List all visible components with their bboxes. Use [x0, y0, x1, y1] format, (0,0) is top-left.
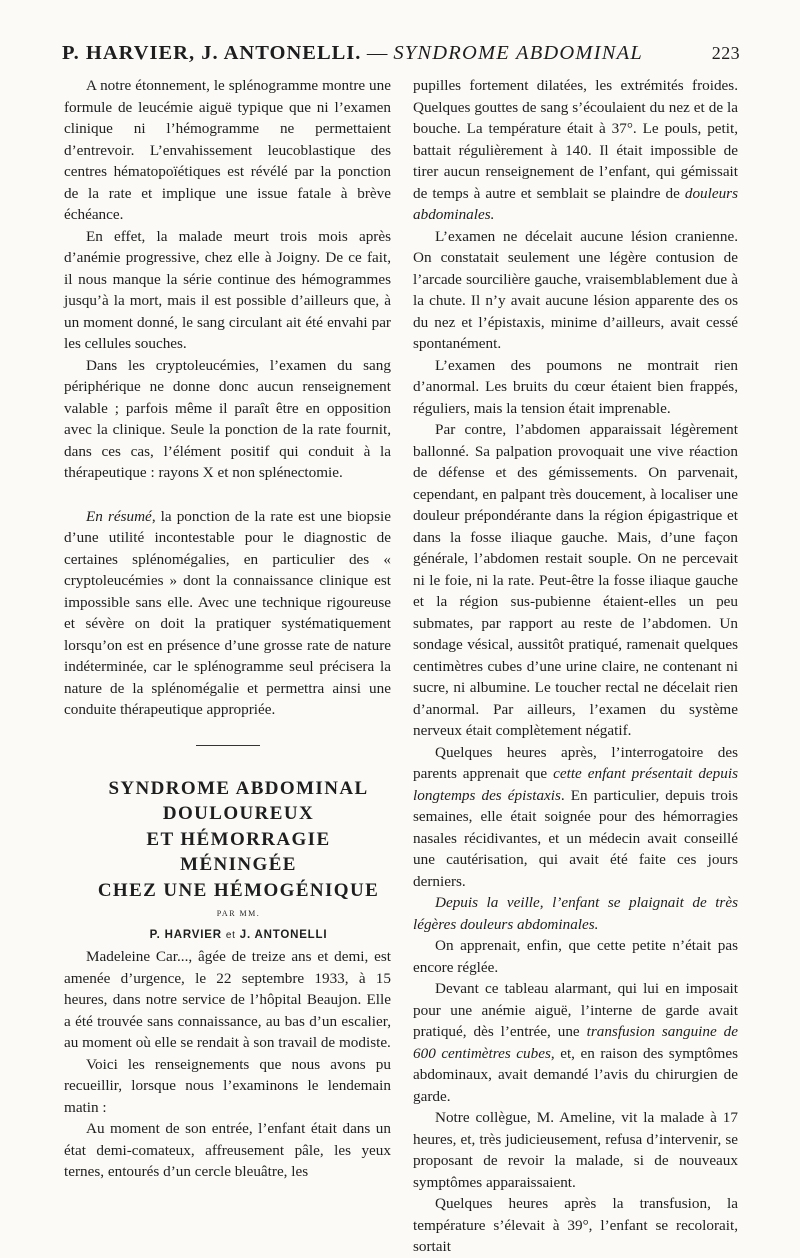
- header-dash: —: [366, 42, 388, 64]
- section-divider: [196, 745, 260, 746]
- paragraph: On apprenait, enfin, que cette petite n’était pas encore réglée.: [413, 937, 738, 976]
- text-run: , et, en raison des symptômes abdominaux, avait demandé l’avis du chirurgien de garde.: [413, 1044, 738, 1105]
- paragraph: [413, 892, 738, 935]
- header-title: SYNDROME ABDOMINAL: [393, 42, 643, 64]
- left-column: [64, 75, 391, 1183]
- paragraph: Dans les cryptoleucémies, l’examen du sang périphérique ne donne donc aucun renseignement valable ; parfois même il paraît être en opposition avec la clinique. Seule la ponction de la rate fournit, dans ces cas, l’élément positif qui conduit à la thérapeutique : rayons X et non splénectomie.: [64, 356, 391, 481]
- article-title-line: DOULOUREUX: [162, 803, 315, 824]
- paragraph: En effet, la malade meurt trois mois après d’anémie progressive, chez elle à Joigny. De ce fait, il nous manque la série continue des hémogrammes jusqu’à la mort, mais il est possible d’ailleurs que, à un moment donné, le sang circulant ait été envahi par les cellules souches.: [64, 227, 391, 352]
- paragraph: [413, 742, 738, 893]
- byline-et: et: [225, 929, 236, 941]
- italic-run: cette enfant présentait depuis longtemps des épistaxis: [413, 765, 738, 804]
- text-run: pupilles fortement dilatées, les extrémités froides. Quelques gouttes de sang s’écoulaient du nez et de la bouche. La température était à 37°. Le pouls, petit, battait régulièrement à 140. Il était impossible de tirer aucun renseignement de l’enfant, qui gémissait de temps à autre et semblait se plaindre de: [413, 77, 738, 202]
- paragraph: Voici les renseignements que nous avons pu recueillir, lorsque nous l’examinons le lendemain matin :: [64, 1055, 391, 1116]
- summary-text: , la ponction de la rate est une biopsie d’une utilité incontestable pour le diagnostic de certaines splénomégalies, en particulier des « cryptoleucémies » dont la connaissance clinique est impossible sans elle. Avec une technique rigoureuse et sévère on doit la pratiquer systématiquement lorsqu’on est en présence d’une grosse rate de nature indéterminée, car le splénogramme seul précisera la nature de la splénomégalie et permettra ainsi une conduite thérapeutique appropriée.: [64, 507, 391, 718]
- article-title-line: MÉNINGÉE: [180, 854, 297, 875]
- paragraph: Au moment de son entrée, l’enfant était dans un état demi-comateux, affreusement pâle, les yeux ternes, entourés d’un cercle bleuâtre, les: [64, 1120, 391, 1180]
- running-header: [62, 40, 740, 66]
- header-authors: P. HARVIER, J. ANTONELLI.: [62, 42, 362, 64]
- paragraph: Madeleine Car..., âgée de treize ans et demi, est amenée d’urgence, le 22 septembre 1933, à 15 heures, dans notre service de l’hôpital Beaujon. Elle a été trouvée sans connaissance, au bas d’un escalier, au moment où elle se rendait à son travail de modiste.: [64, 948, 391, 1051]
- paragraph: Notre collègue, M. Ameline, vit la malade à 17 heures, et, très judicieusement, refusa d’intervenir, se proposant de revoir la malade, si de nouveaux symptômes apparaissaient.: [413, 1109, 738, 1191]
- italic-run: Depuis la veille, l’enfant se plaignait de très légères douleurs abdominales.: [413, 894, 738, 933]
- paragraph: [413, 75, 738, 226]
- paragraph: L’examen des poumons ne montrait rien d’anormal. Les bruits du cœur étaient bien frappés, réguliers, mais la tension était imprenable.: [413, 356, 738, 417]
- paragraph: A notre étonnement, le splénogramme montre une formule de leucémie aiguë typique que ni l’examen clinique ni l’hémogramme ne permettaient d’entrevoir. L’envahissement leucoblastique des centres hématopoïétiques est révélé par la ponction de la rate et implique une issue fatale à brève échéance.: [64, 77, 391, 223]
- paragraph: Quelques heures après la transfusion, la température s’élevait à 39°, l’enfant se recolorait, sortait: [413, 1195, 738, 1255]
- article-title-line: CHEZ UNE HÉMOGÉNIQUE: [97, 879, 380, 901]
- paragraph: [413, 978, 738, 1107]
- summary-paragraph: [64, 506, 391, 721]
- author-2: J. ANTONELLI: [239, 928, 328, 941]
- italic-run: douleurs abdominales.: [413, 184, 738, 223]
- article-title-line: ET HÉMORRAGIE: [146, 828, 331, 850]
- paragraph: Par contre, l’abdomen apparaissait légèrement ballonné. Sa palpation provoquait une vive réaction de défense et des gémissements. On parvenait, cependant, en palpant très doucement, à localiser une douleur prépondérante dans la région épigastrique et dans la fosse iliaque gauche. Mais, d’une façon générale, l’abdomen restait souple. On ne percevait ni le foie, ni la rate. Peut-être la fosse iliaque gauche et la région sus-pubienne étaient-elles un peu submates, par rapport au reste de l’abdomen. Un sondage vésical, aussitôt pratiqué, ramenait quelques centimètres cubes d’une urine claire, ne contenant ni sucre, ni albumine. Le toucher rectal ne décelait rien d’anormal. Par ailleurs, l’examen du système nerveux était complètement négatif.: [413, 421, 738, 739]
- page-number: 223: [711, 43, 740, 63]
- text-run: Devant ce tableau alarmant, qui lui en imposait pour une anémie aiguë, l’interne de garde avait pratiqué, dès l’entrée, une: [413, 980, 738, 1040]
- text-run: . En particulier, depuis trois semaines, elle était soignée pour des hémorragies nasales récidivantes, et un médecin avait conseillé une cautérisation, qui avait été faite ces jours derniers.: [413, 786, 739, 890]
- article-title-line: SYNDROME ABDOMINAL: [108, 777, 369, 799]
- author-1: P. HARVIER: [149, 928, 222, 941]
- italic-run: transfusion sanguine de 600 centimètres cubes: [413, 1023, 738, 1062]
- right-column: [413, 75, 738, 1258]
- text-run: Quelques heures après, l’interrogatoire des parents apprenait que: [413, 743, 738, 782]
- summary-lead: En résumé: [86, 507, 152, 525]
- par-label: PAR MM.: [216, 909, 261, 918]
- byline: [64, 925, 391, 947]
- paragraph: L’examen ne décelait aucune lésion cranienne. On constatait seulement une légère contusion de l’arcade sourcilière gauche, vraisemblablement due à la chute. Il n’y avait aucune lésion apparente des os du nez et l’épistaxis, minime d’ailleurs, avait cessé spontanément.: [413, 227, 738, 352]
